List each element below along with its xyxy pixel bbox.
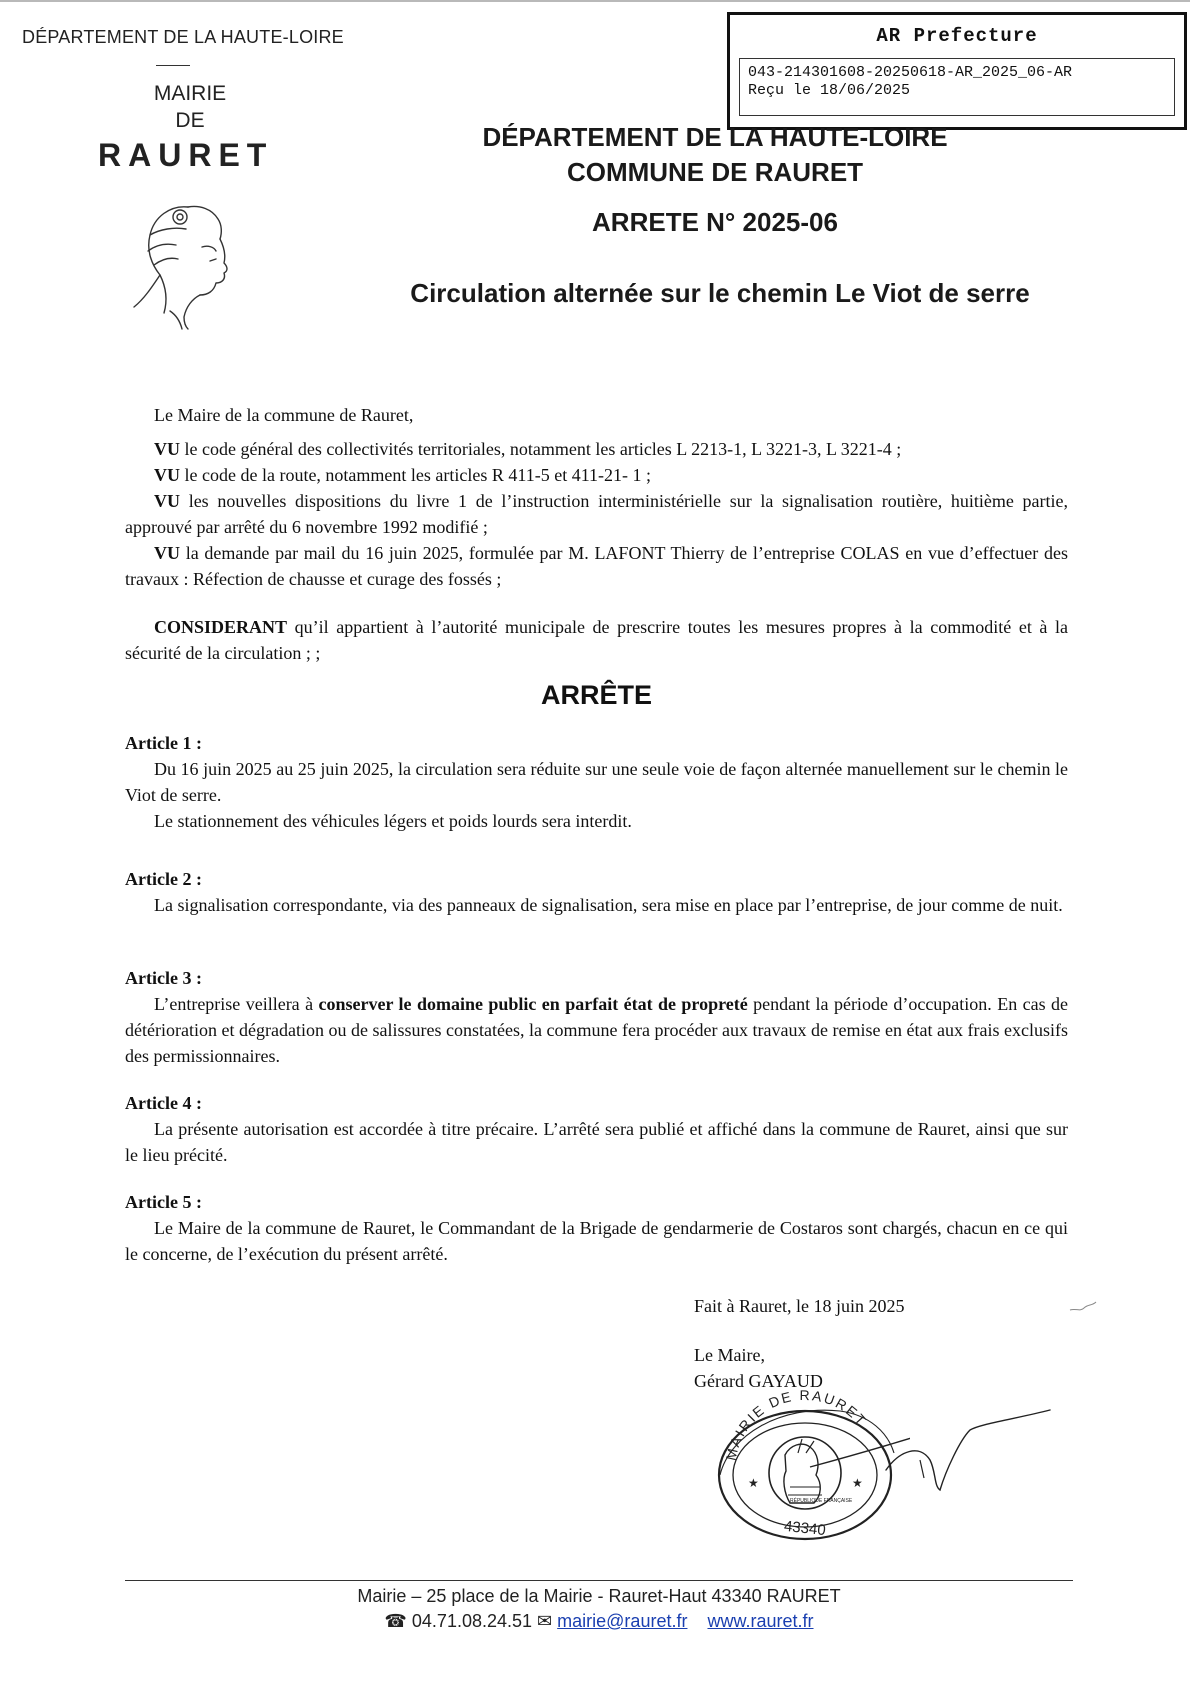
signature-role: Le Maire,	[694, 1345, 765, 1365]
header-mairie	[120, 80, 260, 134]
vu-keyword: VU	[154, 439, 180, 459]
ar-prefecture-title: AR Prefecture	[876, 25, 1038, 47]
article-3	[125, 965, 1068, 1069]
heading-arrete-number: ARRETE N° 2025-06	[592, 207, 838, 237]
svg-text:MAIRIE DE RAURET	[723, 1387, 871, 1462]
footer-contact	[125, 1611, 1073, 1632]
vu-keyword: VU	[154, 491, 180, 511]
signature-scribble-icon	[880, 1400, 1060, 1500]
header-town: RAURET	[98, 137, 274, 173]
footer-rule	[125, 1580, 1073, 1581]
vu-item	[125, 540, 1068, 592]
ar-prefecture-received: Reçu le 18/06/2025	[748, 82, 911, 99]
article-4	[125, 1090, 1068, 1168]
seal-postcode: 43340	[783, 1517, 827, 1540]
seal-text: MAIRIE DE RAURET	[722, 1386, 871, 1462]
footer-address: Mairie – 25 place de la Mairie - Rauret-Haut 43340 RAURET	[357, 1586, 841, 1606]
article-1	[125, 730, 1068, 834]
footer-email-link[interactable]: mairie@rauret.fr	[557, 1611, 688, 1631]
vu-text: le code général des collectivités territoriales, notamment les articles L 2213-1, L 3221-3, L 3221-4 ;	[184, 439, 902, 459]
vu-text: le code de la route, notamment les articles R 411-5 et 411-21- 1 ;	[184, 465, 652, 485]
article-paragraph: Du 16 juin 2025 au 25 juin 2025, la circulation sera réduite sur une seule voie de façon alternée manuellement sur le chemin le Viot de serre.	[125, 759, 1068, 805]
signature-name: Gérard GAYAUD	[694, 1371, 823, 1391]
vu-item	[125, 436, 1068, 462]
article-paragraph: La signalisation correspondante, via des panneaux de signalisation, sera mise en place par l’entreprise, de jour comme de nuit.	[154, 895, 1063, 915]
heading-commune: COMMUNE DE RAURET	[566, 157, 864, 187]
footer-website-link[interactable]: www.rauret.fr	[707, 1611, 814, 1631]
article-title: Article 4 :	[125, 1093, 202, 1113]
ar-prefecture-ref: 043-214301608-20250618-AR_2025_06-AR	[748, 64, 1073, 81]
heading-department: DÉPARTEMENT DE LA HAUTE-LOIRE	[482, 122, 948, 152]
vu-keyword: VU	[154, 543, 180, 563]
article-2	[125, 866, 1068, 918]
considerant-paragraph	[125, 614, 1068, 666]
article-title: Article 1 :	[125, 733, 202, 753]
seal-star-left-icon: ★	[748, 1476, 759, 1490]
article-paragraph: Le Maire de la commune de Rauret, le Commandant de la Brigade de gendarmerie de Costaros sont chargés, chacun en ce qui le concerne, de l’exécution du présent arrêté.	[125, 1218, 1068, 1264]
article-paragraph: Le stationnement des véhicules légers et poids lourds sera interdit.	[154, 811, 632, 831]
seal-small-text: RÉPUBLIQUE FRANÇAISE	[790, 1498, 853, 1504]
header-mairie-line2: DE	[175, 109, 205, 132]
scan-edge	[0, 0, 1190, 2]
article-title: Article 3 :	[125, 968, 202, 988]
considerant-keyword: CONSIDERANT	[154, 617, 288, 637]
vu-keyword: VU	[154, 465, 180, 485]
signature-place-date: Fait à Rauret, le 18 juin 2025	[694, 1296, 905, 1316]
header-mairie-line1: MAIRIE	[153, 82, 227, 105]
email-icon: ✉	[537, 1611, 553, 1631]
article-paragraph	[125, 991, 1068, 1069]
article-title: Article 2 :	[125, 869, 202, 889]
considerant-text: qu’il appartient à l’autorité municipale de prescrire toutes les mesures propres à la commodité et à la sécurité de la circulation ; ;	[125, 617, 1068, 663]
article-paragraph: La présente autorisation est accordée à titre précaire. L’arrêté sera publié et affiché dans la commune de Rauret, ainsi que sur le lieu précité.	[125, 1119, 1068, 1165]
ar-prefecture-details	[739, 58, 1175, 116]
pen-mark-icon	[1068, 1300, 1098, 1314]
header-department: DÉPARTEMENT DE LA HAUTE-LOIRE	[22, 27, 344, 47]
seal-star-right-icon: ★	[852, 1476, 863, 1490]
article-text: L’entreprise veillera à	[154, 994, 319, 1014]
ar-prefecture-stamp	[727, 12, 1187, 130]
decree-heading: ARRÊTE	[540, 680, 652, 710]
vu-item	[125, 488, 1068, 540]
footer-phone: 04.71.08.24.51	[411, 1611, 533, 1631]
article-title: Article 5 :	[125, 1192, 202, 1212]
vu-item	[125, 462, 1068, 488]
header-separator	[156, 65, 190, 66]
vu-text: les nouvelles dispositions du livre 1 de l’instruction interministérielle sur la signalisation routière, huitième partie, approuvé par arrêté du 6 novembre 1992 modifié ;	[125, 491, 1069, 537]
mairie-seal-icon	[690, 1375, 910, 1545]
marianne-logo-icon	[130, 195, 250, 330]
article-5	[125, 1189, 1068, 1267]
phone-icon: ☎	[384, 1611, 407, 1631]
article-text: pendant la période d’occupation. En cas de détérioration et dégradation ou de salissures constatées, la commune fera procéder aux travaux de remise en état aux frais exclusifs des permissionnaires.	[125, 994, 1069, 1066]
article-emphasis: conserver le domaine public en parfait état de propreté	[318, 994, 748, 1014]
vu-text: la demande par mail du 16 juin 2025, formulée par M. LAFONT Thierry de l’entreprise COLAS en vue d’effectuer des travaux : Réfection de chausse et curage des fossés ;	[125, 543, 1068, 589]
heading-subject: Circulation alternée sur le chemin Le Viot de serre	[410, 278, 1030, 308]
intro-text: Le Maire de la commune de Rauret,	[154, 405, 414, 425]
